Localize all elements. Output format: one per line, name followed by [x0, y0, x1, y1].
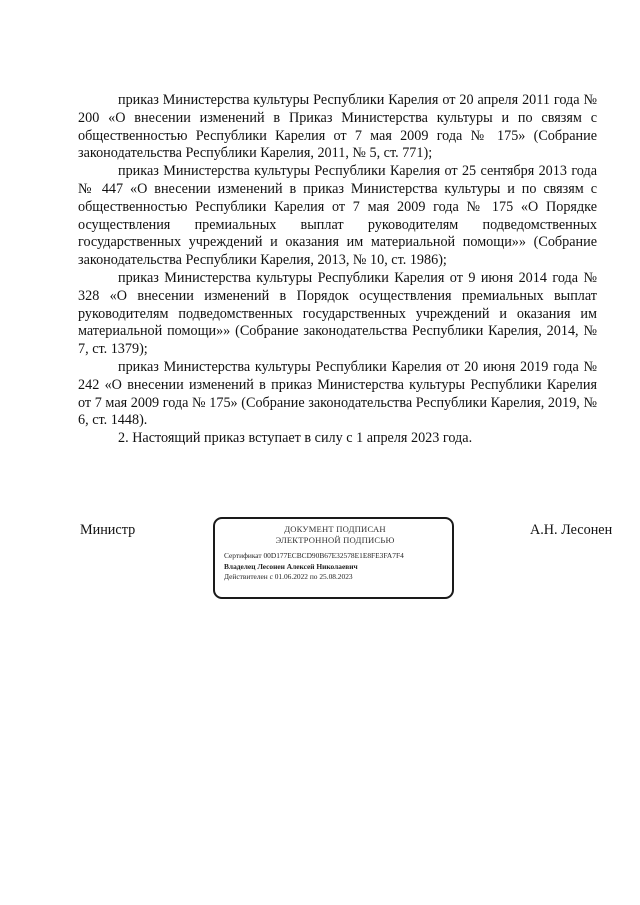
paragraph-order-2019: приказ Министерства культуры Республики Карелия от 20 июня 2019 года № 242 «О внесении изменений в приказ Министерства культуры Республики Карелия от 7 мая 2009 года № 175» (Собрание законодательства Республики Карелия, 2019, № 6, ст. 1448). [78, 358, 597, 429]
paragraph-order-2014: приказ Министерства культуры Республики Карелия от 9 июня 2014 года № 328 «О внесении изменений в Порядок осуществления премиальных выплат руководителям подведомственных государственных учреждений и оказания им материальной помощи»» (Собрание законодательства Республики Карелия, 2014, № 7, ст. 1379); [78, 269, 597, 358]
stamp-validity: Действителен с 01.06.2022 по 25.08.2023 [224, 572, 353, 582]
stamp-heading-line-1: ДОКУМЕНТ ПОДПИСАН [284, 524, 386, 534]
signatory-title: Министр [80, 522, 136, 538]
stamp-heading-line-2: ЭЛЕКТРОННОЙ ПОДПИСЬЮ [275, 534, 395, 545]
paragraph-order-2013: приказ Министерства культуры Республики Карелия от 25 сентября 2013 года № 447 «О внесении изменений в приказ Министерства культуры и по связям с общественностью Республики Карелия от 7 мая 2009 года № 175 «О Порядке осуществления премиальных выплат руководителям подведомственных государственных учреждений и оказания им материальной помощи»» (Собрание законодательства Республики Карелия, 2013, № 10, ст. 1986); [78, 163, 597, 269]
signatory-name: А.Н. Лесонен [530, 522, 613, 538]
paragraph-order-2011: приказ Министерства культуры Республики Карелия от 20 апреля 2011 года № 200 «О внесении изменений в Приказ Министерства культуры и по связям с общественностью Республики Карелия от 7 мая 2009 года № 175» (Собрание законодательства Республики Карелия, 2011, № 5, ст. 771); [78, 92, 597, 162]
electronic-signature-stamp [213, 517, 454, 599]
stamp-certificate: Сертификат 00D177ECBCD90B67E32578E1E8FE3FA7F4 [224, 551, 404, 560]
stamp-owner: Владелец Лесонен Алексей Николаевич [224, 561, 358, 571]
signature-block [0, 520, 640, 610]
document-body [78, 92, 597, 448]
paragraph-effective-date: 2. Настоящий приказ вступает в силу с 1 апреля 2023 года. [118, 430, 473, 447]
